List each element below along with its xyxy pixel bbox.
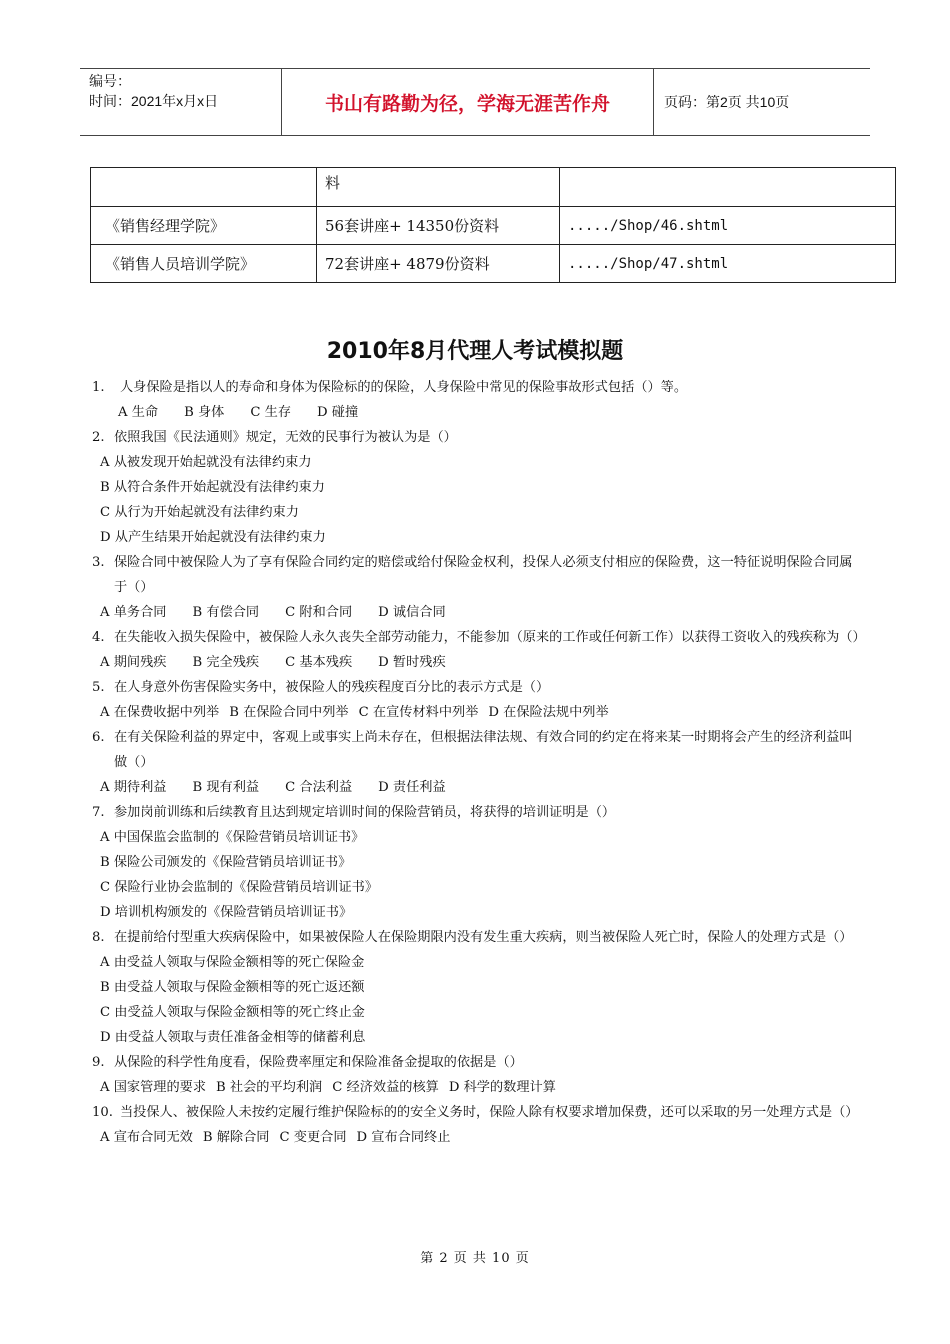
option: B 保险公司颁发的《保险营销员培训证书》 <box>100 855 352 870</box>
table-cell: 72套讲座+ 4879份资料 <box>317 245 560 283</box>
option: C 变更合同 <box>279 1130 347 1145</box>
options-row <box>92 700 864 725</box>
question-number: 10. <box>92 1105 113 1120</box>
header-meta <box>80 69 282 135</box>
exam-title: 2010年8月代理人考试模拟题 <box>326 339 624 364</box>
header-page-number: 页码：第2页 共10页 <box>664 94 790 110</box>
question-5 <box>92 675 864 725</box>
option: A 在保费收据中列举 <box>100 705 220 720</box>
option: C 基本残疾 <box>285 655 353 670</box>
table-cell: 56套讲座+ 14350份资料 <box>317 207 560 245</box>
question-text: 在提前给付型重大疾病保险中，如果被保险人在保险期限内没有发生重大疾病，则当被保险人死亡时，保险人的处理方式是（） <box>114 930 853 945</box>
option: A 单务合同 <box>100 605 167 620</box>
table-cell <box>91 168 317 207</box>
option: B 有偿合同 <box>192 605 260 620</box>
resource-link[interactable]: ...../Shop/47.shtml <box>560 245 896 283</box>
options-row <box>92 400 864 425</box>
option: B 由受益人领取与保险金额相等的死亡返还额 <box>100 980 365 995</box>
option: A 中国保监会监制的《保险营销员培训证书》 <box>100 830 365 845</box>
question-number: 5. <box>92 680 105 695</box>
option: C 保险行业协会监制的《保险营销员培训证书》 <box>100 880 379 895</box>
option: C 附和合同 <box>285 605 353 620</box>
options-row <box>92 1075 864 1100</box>
option: D 暂时残疾 <box>378 655 446 670</box>
question-number: 3. <box>92 555 105 570</box>
option: C 从行为开始起就没有法律约束力 <box>100 505 299 520</box>
option: B 身体 <box>184 405 225 420</box>
table-row <box>91 168 896 207</box>
options-row <box>92 650 864 675</box>
option: C 经济效益的核算 <box>332 1080 439 1095</box>
option: D 宣布合同终止 <box>356 1130 451 1145</box>
resource-table <box>90 167 896 283</box>
option: D 碰撞 <box>317 405 359 420</box>
header-time: 时间：2021年x月x日 <box>89 93 219 109</box>
question-4 <box>92 625 864 675</box>
question-text: 在失能收入损失保险中，被保险人永久丧失全部劳动能力，不能参加（原来的工作或任何新工作）以获得工资收入的残疾称为（） <box>114 630 866 645</box>
question-number: 4. <box>92 630 105 645</box>
page-footer: 第 2 页 共 10 页 <box>420 1251 530 1266</box>
options-row <box>92 775 864 800</box>
table-cell: 《销售人员培训学院》 <box>91 245 317 283</box>
option: B 解除合同 <box>202 1130 270 1145</box>
option: D 诚信合同 <box>378 605 446 620</box>
option: B 在保险合同中列举 <box>229 705 349 720</box>
question-text: 人身保险是指以人的寿命和身体为保险标的的保险，人身保险中常见的保险事故形式包括（）等。 <box>120 380 688 395</box>
option: A 由受益人领取与保险金额相等的死亡保险金 <box>100 955 365 970</box>
question-6 <box>92 725 864 800</box>
option: C 合法利益 <box>285 780 353 795</box>
question-text: 参加岗前训练和后续教育且达到规定培训时间的保险营销员，将获得的培训证明是（） <box>114 805 616 820</box>
table-cell <box>560 168 896 207</box>
question-number: 1. <box>92 380 105 395</box>
table-row <box>91 245 896 283</box>
question-text: 当投保人、被保险人未按约定履行维护保险标的的安全义务时，保险人除有权要求增加保费，还可以采取的另一处理方式是（） <box>120 1105 859 1120</box>
question-1 <box>92 375 864 425</box>
option: D 培训机构颁发的《保险营销员培训证书》 <box>100 905 353 920</box>
option: A 宣布合同无效 <box>100 1130 193 1145</box>
table-cell: 《销售经理学院》 <box>91 207 317 245</box>
question-number: 8. <box>92 930 105 945</box>
question-3 <box>92 550 864 625</box>
option: C 生存 <box>250 405 292 420</box>
option: C 在宣传材料中列举 <box>358 705 479 720</box>
option: A 期间残疾 <box>100 655 167 670</box>
option: D 科学的数理计算 <box>448 1080 556 1095</box>
question-text: 在人身意外伤害保险实务中，被保险人的残疾程度百分比的表示方式是（） <box>114 680 550 695</box>
option: A 生命 <box>118 405 159 420</box>
option: A 期待利益 <box>100 780 167 795</box>
question-text: 在有关保险利益的界定中，客观上或事实上尚未存在，但根据法律法规、有效合同的约定在将来某一时期将会产生的经济利益叫做（） <box>114 730 853 770</box>
question-number: 2. <box>92 430 105 445</box>
question-text: 保险合同中被保险人为了享有保险合同约定的赔偿或给付保险金权利，投保人必须支付相应的保险费，这一特征说明保险合同属于（） <box>114 555 853 595</box>
option: D 责任利益 <box>378 780 446 795</box>
options-row <box>92 600 864 625</box>
option: B 完全残疾 <box>192 655 260 670</box>
page-header <box>80 68 870 136</box>
table-row <box>91 207 896 245</box>
question-number: 7. <box>92 805 105 820</box>
question-10 <box>92 1100 864 1150</box>
question-9 <box>92 1050 864 1100</box>
question-7 <box>92 800 864 925</box>
options-row <box>92 1125 864 1150</box>
option: A 从被发现开始起就没有法律约束力 <box>100 455 312 470</box>
header-motto: 书山有路勤为径，学海无涯苦作舟 <box>282 69 654 135</box>
option: A 国家管理的要求 <box>100 1080 207 1095</box>
question-8 <box>92 925 864 1050</box>
option: C 由受益人领取与保险金额相等的死亡终止金 <box>100 1005 365 1020</box>
question-number: 6. <box>92 730 105 745</box>
option: B 从符合条件开始起就没有法律约束力 <box>100 480 325 495</box>
header-number: 编号： <box>89 73 131 89</box>
question-list <box>92 375 864 1150</box>
option: D 从产生结果开始起就没有法律约束力 <box>100 530 326 545</box>
resource-link[interactable]: ...../Shop/46.shtml <box>560 207 896 245</box>
option: D 在保险法规中列举 <box>488 705 609 720</box>
option: D 由受益人领取与责任准备金相等的储蓄利息 <box>100 1030 366 1045</box>
table-cell: 料 <box>317 168 560 207</box>
option: B 现有利益 <box>192 780 260 795</box>
question-text: 依照我国《民法通则》规定，无效的民事行为被认为是（） <box>114 430 457 445</box>
question-number: 9. <box>92 1055 105 1070</box>
question-2 <box>92 425 864 550</box>
option: B 社会的平均利润 <box>216 1080 323 1095</box>
question-text: 从保险的科学性角度看，保险费率厘定和保险准备金提取的依据是（） <box>114 1055 523 1070</box>
